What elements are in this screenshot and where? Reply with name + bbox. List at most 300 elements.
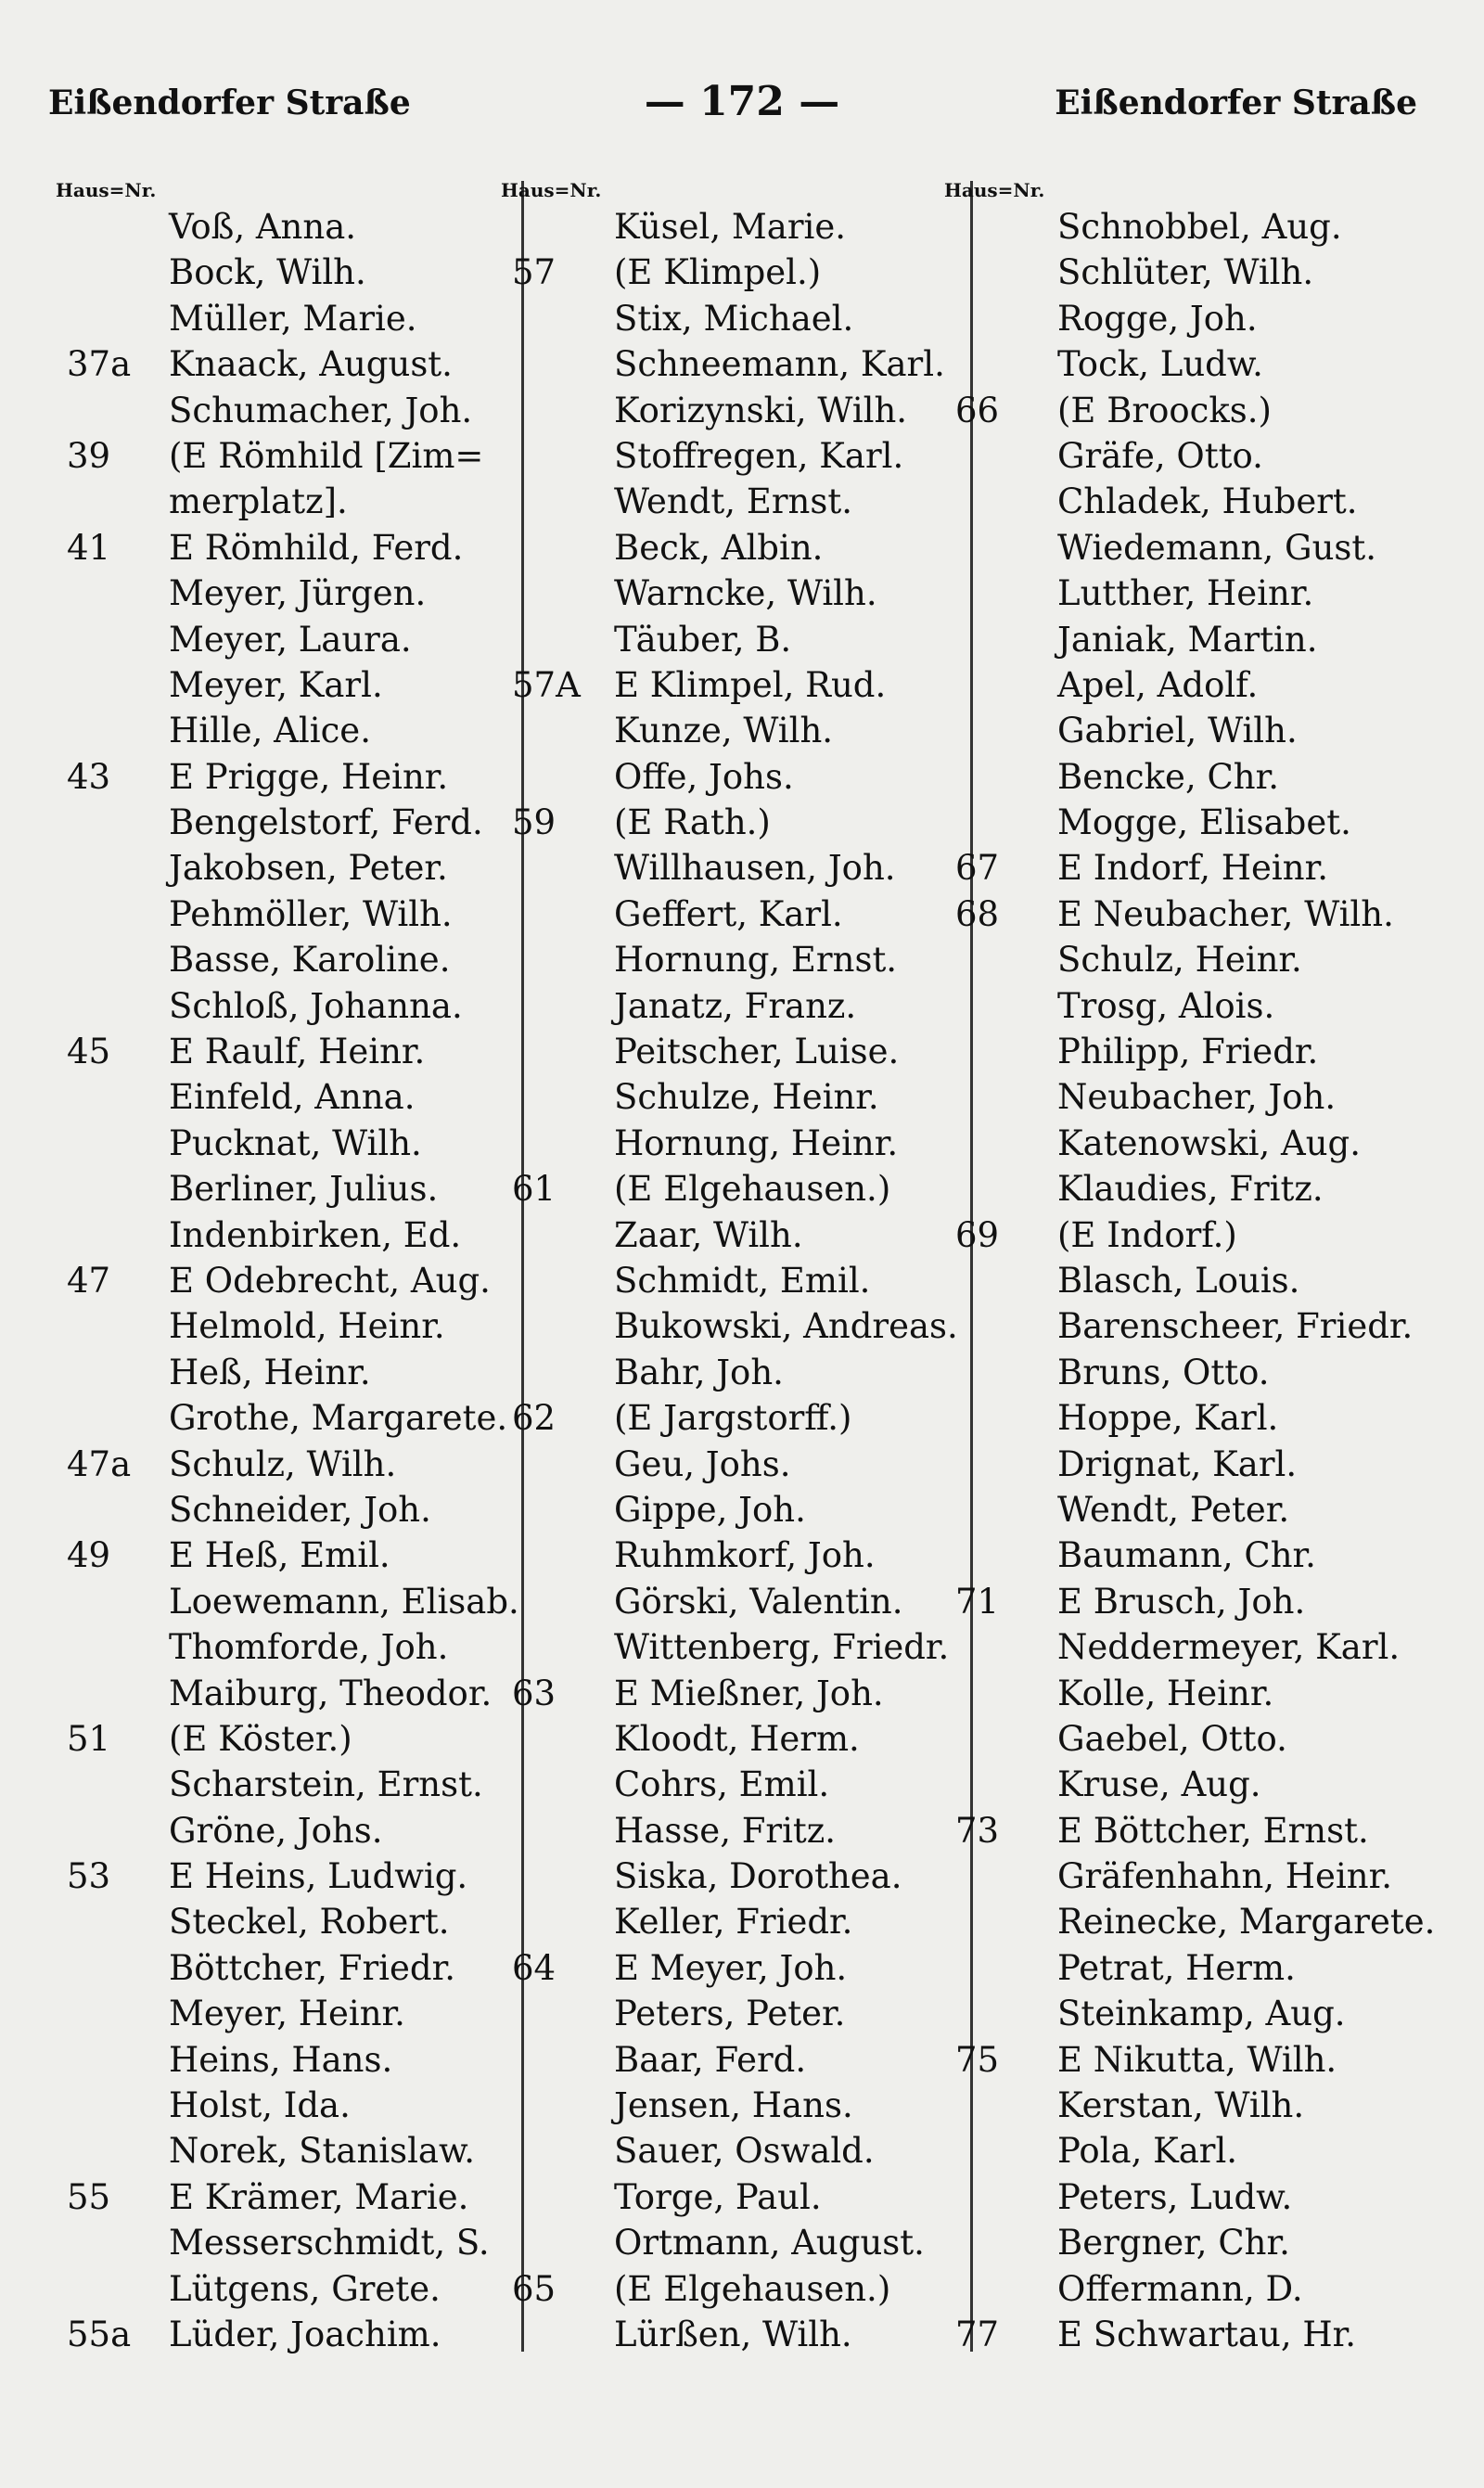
resident-name: Blasch, Louis. [1057,1260,1300,1301]
resident-name: Cohrs, Emil. [614,1764,830,1805]
house-number: 62 [512,1398,556,1439]
list-item [512,1671,965,1716]
list-item [963,1762,1408,1807]
list-item [963,1899,1436,1944]
list-item [74,983,519,1029]
resident-name: Sauer, Oswald. [614,2131,875,2172]
resident-name: (E Elgehausen.) [614,2268,891,2309]
list-item [519,341,965,387]
list-item [963,2174,1408,2220]
resident-name: E Meyer, Joh. [614,1947,848,1988]
house-number: 65 [512,2268,556,2309]
list-item [67,2312,519,2357]
list-item [519,1853,965,1899]
resident-name: (E Broocks.) [1057,390,1272,430]
resident-name: Jakobsen, Peter. [169,848,448,889]
house-number: 37a [67,344,132,385]
list-item [519,1442,965,1487]
list-item [74,1121,519,1166]
list-item [963,2266,1408,2312]
resident-name: Neddermeyer, Karl. [1057,1627,1401,1668]
resident-name: Schneemann, Karl. [614,344,945,385]
list-item [519,1808,965,1853]
resident-name: E Nikutta, Wilh. [1057,2039,1337,2080]
house-number: 47a [67,1443,132,1484]
resident-name: Böttcher, Friedr. [169,1947,455,1988]
list-item [519,1350,965,1395]
list-item [74,2220,519,2265]
list-item [519,1029,965,1074]
list-item [519,2083,965,2128]
resident-name: Küsel, Marie. [614,207,847,247]
resident-name: Holst, Ida. [169,2085,351,2126]
house-number: 75 [955,2039,1000,2080]
list-item [963,433,1408,479]
resident-name: Barenscheer, Friedr. [1057,1306,1414,1347]
resident-name: Grothe, Margarete. [169,1398,508,1439]
resident-name: Jensen, Hans. [614,2085,853,2126]
list-item [519,2220,965,2265]
list-item [963,1624,1408,1670]
list-item [963,754,1408,800]
list-item [74,845,519,891]
list-item [74,571,519,616]
resident-name: Schulz, Wilh. [169,1443,397,1484]
resident-name: Bengelstorf, Ferd. [169,802,483,843]
list-item [74,2266,519,2312]
resident-name: Kruse, Aug. [1057,1764,1261,1805]
list-item [519,708,965,753]
resident-name: Lürßen, Wilh. [614,2314,852,2354]
list-item [74,1624,519,1670]
resident-name: Hoppe, Karl. [1057,1398,1279,1439]
list-item [963,2083,1408,2128]
list-item [963,1991,1408,2036]
list-item [74,1671,519,1716]
resident-name: Hornung, Ernst. [614,940,898,981]
house-number: 51 [67,1718,111,1759]
list-item [519,571,965,616]
list-item [67,2174,519,2220]
list-item [74,1303,519,1349]
resident-name: Neubacher, Joh. [1057,1077,1337,1118]
list-item [963,800,1408,845]
resident-name: (E Elgehausen.) [614,1169,891,1210]
column-header: Haus=Nr. [944,179,1045,201]
resident-name: Heß, Heinr. [169,1352,371,1392]
list-item [519,479,965,524]
list-item [519,2174,965,2220]
resident-name: E Prigge, Heinr. [169,756,449,797]
resident-name: Helmold, Heinr. [169,1306,445,1347]
list-item [74,1762,519,1807]
resident-name: Schloß, Johanna. [169,985,463,1026]
list-item [74,662,519,708]
resident-name: E Römhild, Ferd. [169,527,464,568]
list-item [74,937,519,982]
resident-name: Schlüter, Wilh. [1057,252,1314,293]
resident-name: Zaar, Wilh. [614,1214,803,1255]
resident-name: merplatz]. [169,481,348,522]
resident-name: Scharstein, Ernst. [169,1764,483,1805]
resident-name: Hornung, Heinr. [614,1122,899,1163]
list-item [963,1121,1408,1166]
list-item [955,845,1408,891]
resident-name: Mogge, Elisabet. [1057,802,1351,843]
resident-name: E Neubacher, Wilh. [1057,893,1394,934]
resident-name: Knaack, August. [169,344,453,385]
resident-name: E Heß, Emil. [169,1535,390,1576]
house-number: 39 [67,435,111,476]
list-item [519,2128,965,2174]
list-item [519,1212,965,1258]
resident-name: Peters, Peter. [614,1994,846,2034]
list-item [74,2128,519,2174]
list-item [963,937,1408,982]
resident-name: Meyer, Karl. [169,664,383,705]
resident-name: Lütgens, Grete. [169,2268,441,2309]
resident-name: Basse, Karoline. [169,940,451,981]
resident-name: Meyer, Laura. [169,619,412,660]
resident-name: Gabriel, Wilh. [1057,711,1298,751]
resident-name: Hille, Alice. [169,711,371,751]
resident-name: (E Rath.) [614,802,771,843]
list-item [67,1716,519,1762]
list-item [519,1303,965,1349]
resident-name: Torge, Paul. [614,2176,822,2217]
resident-name: Bock, Wilh. [169,252,366,293]
resident-name: Schumacher, Joh. [169,390,473,430]
resident-name: Katenowski, Aug. [1057,1122,1362,1163]
column-2 [501,176,965,2357]
house-number: 45 [67,1032,111,1072]
resident-name: Gippe, Joh. [614,1489,806,1530]
list-item [519,1624,965,1670]
resident-name: Offermann, D. [1057,2268,1303,2309]
list-item [74,388,519,433]
list-item [955,1808,1408,1853]
resident-name: (E Klimpel.) [614,252,822,293]
list-item [963,1350,1408,1395]
resident-name: Geffert, Karl. [614,893,843,934]
list-item [519,1899,965,1944]
resident-name: Keller, Friedr. [614,1902,853,1943]
resident-name: Bahr, Joh. [614,1352,784,1392]
resident-name: E Odebrecht, Aug. [169,1260,491,1301]
resident-name: Meyer, Jürgen. [169,573,427,614]
list-item [512,2266,965,2312]
resident-name: Norek, Stanislaw. [169,2131,476,2172]
resident-name: Offe, Johs. [614,756,794,797]
resident-name: Gräfenhahn, Heinr. [1057,1856,1393,1897]
resident-name: Schnobbel, Aug. [1057,207,1342,247]
list-item [74,1991,519,2036]
resident-name: Schulz, Heinr. [1057,940,1302,981]
list-item [74,800,519,845]
list-item [519,204,965,250]
list-item [963,1487,1408,1533]
resident-name: Pehmöller, Wilh. [169,893,453,934]
resident-name: Görski, Valentin. [614,1581,903,1622]
list-item [519,1716,965,1762]
list-item [955,388,1408,433]
resident-name: Siska, Dorothea. [614,1856,902,1897]
resident-name: Janiak, Martin. [1057,619,1318,660]
resident-name: Tock, Ludw. [1057,344,1263,385]
resident-name: Berliner, Julius. [169,1169,439,1210]
page-number: — 172 — [644,78,840,125]
resident-name: Philipp, Friedr. [1057,1032,1319,1072]
resident-name: Schulze, Heinr. [614,1077,879,1118]
resident-name: E Brusch, Joh. [1057,1581,1306,1622]
list-item [963,1945,1408,1991]
list-item [519,2037,965,2083]
resident-name: Klaudies, Fritz. [1057,1169,1324,1210]
list-item [963,2220,1408,2265]
resident-name: Baumann, Chr. [1057,1535,1316,1576]
house-number: 71 [955,1581,1000,1622]
list-item [74,479,519,524]
list-item [74,1166,519,1212]
list-item [67,1533,519,1578]
resident-name: Chladek, Hubert. [1057,481,1358,522]
list-item [519,1991,965,2036]
list-item [519,617,965,662]
list-item [519,1762,965,1807]
resident-name: Peters, Ludw. [1057,2176,1293,2217]
list-item [519,1579,965,1624]
resident-name: Gröne, Johs. [169,1810,383,1851]
resident-name: Thomforde, Joh. [169,1627,449,1668]
resident-name: Beck, Albin. [614,527,824,568]
list-item [74,1487,519,1533]
list-item [963,1074,1408,1120]
list-item [519,937,965,982]
list-item [963,1442,1408,1487]
list-item [74,1808,519,1853]
list-item [67,1442,519,1487]
list-item [74,1074,519,1120]
list-item [963,662,1408,708]
list-item [74,296,519,341]
column-header: Haus=Nr. [56,179,157,201]
list-item [963,617,1408,662]
resident-name: Meyer, Heinr. [169,1994,405,2034]
resident-name: Peitscher, Luise. [614,1032,900,1072]
list-item [512,1945,965,1991]
resident-name: Wittenberg, Friedr. [614,1627,950,1668]
list-item [519,1258,965,1303]
list-item [512,1166,965,1212]
list-item [955,2312,1408,2357]
list-item [74,1212,519,1258]
resident-name: Wendt, Ernst. [614,481,852,522]
resident-name: Einfeld, Anna. [169,1077,416,1118]
list-item [963,2128,1408,2174]
resident-name: Korizynski, Wilh. [614,390,908,430]
house-number: 59 [512,802,556,843]
list-item [519,891,965,937]
list-item [519,1533,965,1578]
list-item [74,891,519,937]
house-number: 68 [955,893,1000,934]
resident-name: Warncke, Wilh. [614,573,877,614]
list-item [74,1579,519,1624]
resident-name: Baar, Ferd. [614,2039,807,2080]
resident-name: E Heins, Ludwig. [169,1856,468,1897]
list-item [67,1258,519,1303]
column-header: Haus=Nr. [501,179,602,201]
resident-name: Wendt, Peter. [1057,1489,1290,1530]
house-number: 47 [67,1260,111,1301]
resident-name: Müller, Marie. [169,298,417,339]
resident-name: Ruhmkorf, Joh. [614,1535,876,1576]
list-item [74,708,519,753]
list-item [519,525,965,571]
resident-name: Pucknat, Wilh. [169,1122,422,1163]
resident-name: Heins, Hans. [169,2039,393,2080]
resident-name: Indenbirken, Ed. [169,1214,462,1255]
house-number: 57 [512,252,556,293]
house-number: 57A [512,664,581,705]
resident-name: E Indorf, Heinr. [1057,848,1328,889]
list-item [519,1487,965,1533]
house-number: 69 [955,1214,1000,1255]
resident-name: Geu, Johs. [614,1443,791,1484]
resident-name: Steinkamp, Aug. [1057,1994,1346,2034]
list-item [74,204,519,250]
house-number: 49 [67,1535,111,1576]
column-1 [56,176,519,2357]
house-number: 55a [67,2314,132,2354]
resident-name: Bukowski, Andreas. [614,1306,958,1347]
list-item [955,891,1408,937]
resident-name: Schmidt, Emil. [614,1260,871,1301]
list-item [67,1029,519,1074]
resident-name: E Schwartau, Hr. [1057,2314,1357,2354]
house-number: 64 [512,1947,556,1988]
list-item [955,2037,1408,2083]
resident-name: Willhausen, Joh. [614,848,896,889]
house-number: 41 [67,527,111,568]
list-item [519,754,965,800]
list-item [963,250,1408,295]
resident-name: Rogge, Joh. [1057,298,1258,339]
resident-name: Hasse, Fritz. [614,1810,837,1851]
resident-name: Reinecke, Margarete. [1057,1902,1436,1943]
list-item [74,2037,519,2083]
resident-name: Lutther, Heinr. [1057,573,1314,614]
house-number: 66 [955,390,1000,430]
resident-name: Kunze, Wilh. [614,711,834,751]
resident-name: Loewemann, Elisab. [169,1581,519,1622]
house-number: 67 [955,848,1000,889]
list-item [512,800,965,845]
list-item [963,1166,1408,1212]
resident-name: E Böttcher, Ernst. [1057,1810,1369,1851]
list-item [963,1029,1408,1074]
resident-name: (E Indorf.) [1057,1214,1237,1255]
resident-name: Bergner, Chr. [1057,2223,1290,2264]
list-item [519,1074,965,1120]
list-item [963,1671,1408,1716]
resident-name: (E Römhild [Zim= [169,435,484,476]
house-number: 77 [955,2314,1000,2354]
list-item [74,1395,519,1441]
column-rows [67,204,519,2357]
resident-name: Ortmann, August. [614,2223,925,2264]
resident-name: Kloodt, Herm. [614,1718,860,1759]
list-item [963,479,1408,524]
resident-name: Wiedemann, Gust. [1057,527,1377,568]
list-item [67,341,519,387]
resident-name: (E Köster.) [169,1718,352,1759]
resident-name: E Mießner, Joh. [614,1673,884,1713]
list-item [519,845,965,891]
resident-name: Voß, Anna. [169,207,357,247]
resident-name: Bruns, Otto. [1057,1352,1270,1392]
list-item [519,388,965,433]
list-item [74,1350,519,1395]
resident-name: Apel, Adolf. [1057,664,1259,705]
resident-name: Messerschmidt, S. [169,2223,490,2264]
house-number: 73 [955,1810,1000,1851]
house-number: 43 [67,756,111,797]
list-item [512,250,965,295]
list-item [955,1579,1408,1624]
list-item [963,296,1408,341]
list-item [74,2083,519,2128]
resident-name: Trosg, Alois. [1057,985,1275,1026]
list-item [67,754,519,800]
list-item [963,1853,1408,1899]
resident-name: Kerstan, Wilh. [1057,2085,1305,2126]
resident-name: E Klimpel, Rud. [614,664,887,705]
list-item [963,1258,1408,1303]
list-item [74,1945,519,1991]
resident-name: Petrat, Herm. [1057,1947,1296,1988]
resident-name: Drignat, Karl. [1057,1443,1298,1484]
list-item [963,571,1408,616]
column-3 [944,176,1436,2357]
resident-name: Stoffregen, Karl. [614,435,904,476]
list-item [963,204,1408,250]
running-head-right: Eißendorfer Straße [1055,83,1417,122]
column-rows [955,204,1436,2357]
list-item [519,2312,965,2357]
resident-name: Bencke, Chr. [1057,756,1280,797]
list-item [963,1303,1414,1349]
list-item [67,433,519,479]
list-item [963,983,1408,1029]
resident-name: Kolle, Heinr. [1057,1673,1274,1713]
resident-name: Schneider, Joh. [169,1489,431,1530]
list-item [955,1212,1408,1258]
list-item [74,250,519,295]
resident-name: Lüder, Joachim. [169,2314,441,2354]
house-number: 63 [512,1673,556,1713]
resident-name: Pola, Karl. [1057,2131,1238,2172]
list-item [519,1121,965,1166]
house-number: 55 [67,2176,111,2217]
resident-name: Gaebel, Otto. [1057,1718,1287,1759]
list-item [67,525,519,571]
list-item [963,525,1408,571]
list-item [519,296,965,341]
resident-name: Steckel, Robert. [169,1902,450,1943]
list-item [512,662,965,708]
resident-name: Stix, Michael. [614,298,854,339]
